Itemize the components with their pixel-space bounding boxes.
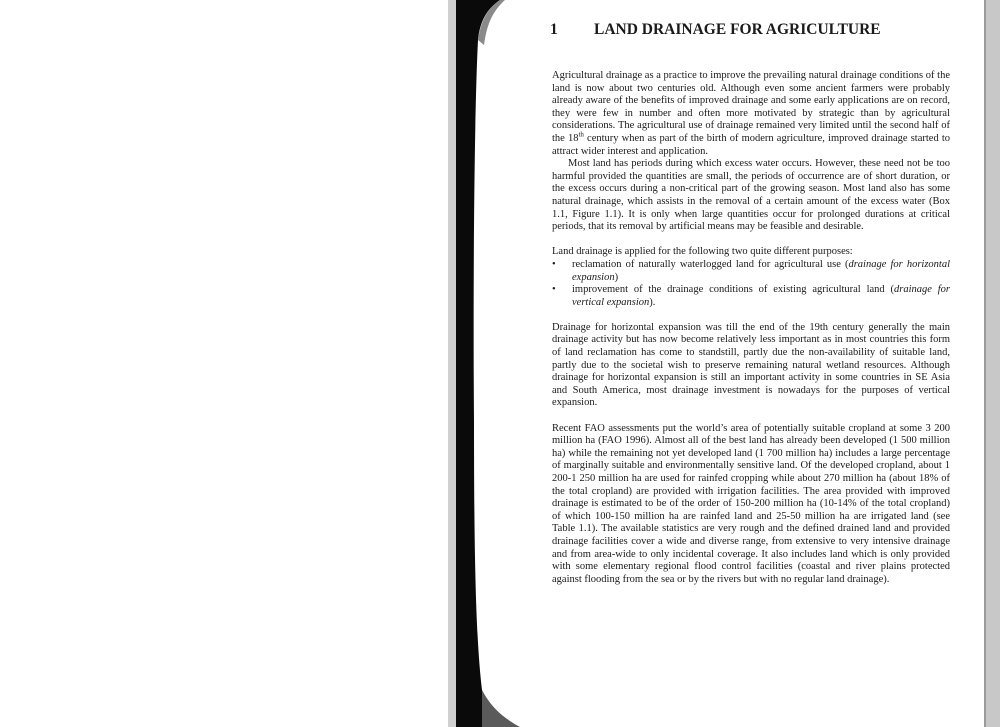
paragraph-purposes-intro: Land drainage is applied for the following two quite different purposes: (552, 246, 853, 258)
purposes-list (552, 259, 950, 309)
list-item-italic: drainage for vertical expansion (572, 284, 950, 308)
list-item-italic: drainage for horizontal expansion (572, 258, 950, 283)
list-item (552, 284, 950, 309)
paragraph-excess-water: Most land has periods during which excess water occurs. However, these need not be too harmful provided the quantities are small, the periods of occurrence are of short duration, or the excess occurs during a non-critical part of the growing season. Most land also has some natural drainage, which assists in the removal of a certain amount of the excess water (Box 1.1, Figure 1.1). It is only when large quantities occur for prolonged durations at critical periods, that its removal by artificial means may be feasible and desirable. (552, 158, 950, 233)
list-item (552, 259, 950, 284)
paragraph-history (552, 70, 950, 158)
paragraph-fao-assessment: Recent FAO assessments put the world’s area of potentially suitable cropland at some 3 200 million ha (FAO 1996). Almost all of the best land has already been developed (1 500 million ha) while the remaining not yet developed land (1 700 million ha) includes a large percentage of marginally suitable and environmentally sensitive land. Of the developed cropland, about 1 200-1 250 million ha are used for rainfed cropping while about 270 million ha (about 18% of the total cropland) are provided with irrigation facilities. The area provided with improved drainage is estimated to be of the order of 150-200 million ha (10-14% of the total cropland) of which 100-150 million ha are rainfed land and 25-50 million ha are irrigated land (see Table 1.1). The available statistics are very rough and the defined drained land and provided drainage facilities cover a wide and diverse range, from extensive to very intensive drainage and from area-wide to only incidental coverage. It also includes land which is only provided with some elementary regional flood control facilities (coastal and river plains protected against flooding from the sea or by the rivers but with no regular land drainage). (552, 422, 950, 585)
page-text (552, 20, 950, 586)
bullet-icon: • (552, 258, 556, 270)
chapter-number: 1 (550, 21, 558, 38)
chapter-heading (550, 20, 950, 40)
paragraph-history-part2: century when as part of the birth of modern agriculture, improved drainage started to attract wider interest and application. (552, 132, 950, 157)
paragraph-horizontal-expansion: Drainage for horizontal expansion was till the end of the 19th century generally the main drainage activity but has now become relatively less important as in most countries this form of land reclamation has come to standstill, partly due the non-availability of suitable land, partly due to the societal wish to preserve remaining natural wetland resources. Although drainage for horizontal expansion is still an important activity in some countries in SE Asia and South America, most drainage investment is nowadays for the purposes of vertical expansion. (552, 321, 950, 409)
paragraph-history-part1: Agricultural drainage as a practice to improve the prevailing natural drainage conditions of the land is now about two centuries old. Although even some ancient farmers were probably already aware of the benefits of improved drainage and some early applications are on record, they were few in number and often more motivated by strategic than by agricultural considerations. The agricultural use of drainage remained very limited until the second half of the 18 (552, 70, 950, 144)
superscript-th: th (578, 130, 584, 139)
list-item-text: improvement of the drainage conditions of existing agricultural land ( (572, 284, 894, 296)
chapter-title: LAND DRAINAGE FOR AGRICULTURE (594, 21, 881, 38)
list-item-tail: ). (649, 296, 656, 308)
list-item-tail: ) (614, 271, 619, 283)
right-page-edge (986, 0, 1000, 727)
bullet-icon: • (552, 284, 556, 296)
list-item-text: reclamation of naturally waterlogged land for agricultural use ( (572, 258, 849, 270)
